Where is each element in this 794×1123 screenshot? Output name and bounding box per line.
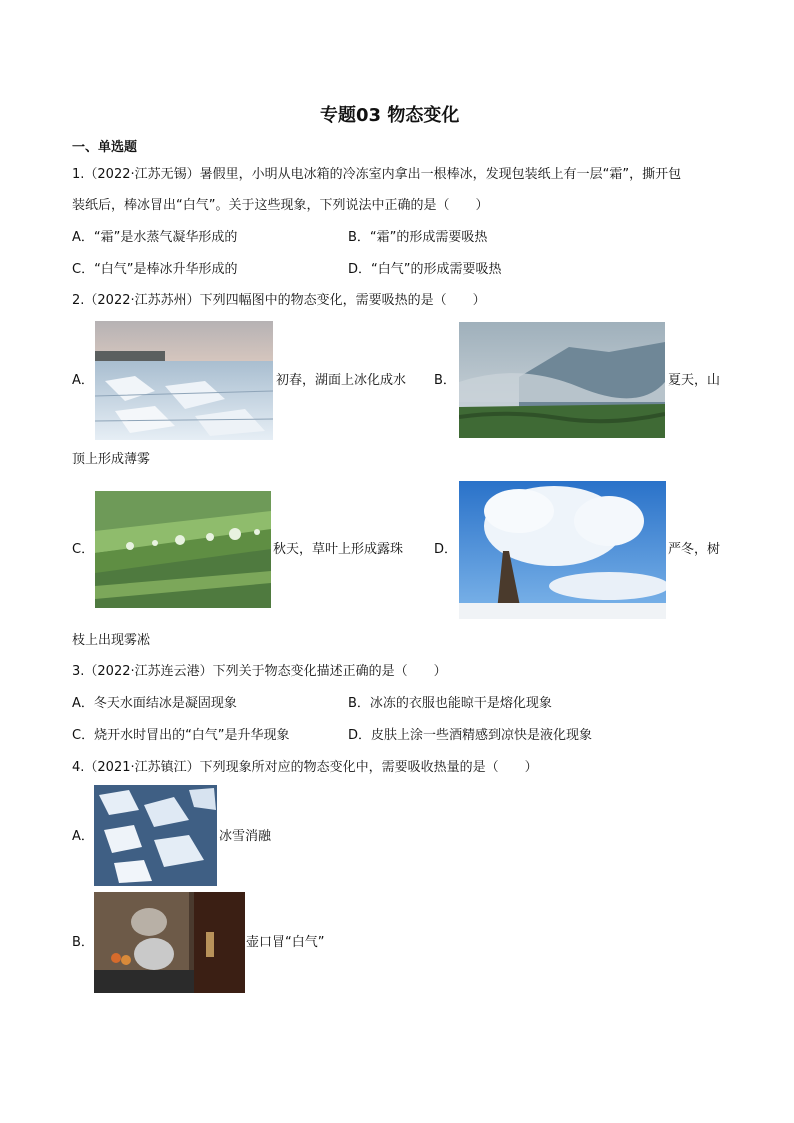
q2-option-d-letter: D． — [434, 542, 458, 557]
q2-option-a-text: 初春，湖面上冰化成水 — [276, 373, 407, 388]
q1-option-d: D．“白气”的形成需要吸热 — [348, 262, 502, 277]
q2-option-b-text-part2: 顶上形成薄雾 — [72, 452, 151, 467]
q1-stem-line1: 1.（2022·江苏无锡）暑假里，小明从电冰箱的冷冻室内拿出一根棒冰，发现包装纸上有一层“霜”，撕开包 — [72, 167, 682, 182]
mountain-fog-image — [459, 322, 665, 438]
q1-stem-line2: 装纸后，棒冰冒出“白气”。关于这些现象，下列说法中正确的是（ ） — [72, 198, 489, 213]
q4-stem: 4.（2021·江苏镇江）下列现象所对应的物态变化中，需要吸收热量的是（ ） — [72, 760, 538, 775]
q2-stem: 2.（2022·江苏苏州）下列四幅图中的物态变化，需要吸热的是（ ） — [72, 293, 486, 308]
q2-option-d-text-part2: 枝上出现雾凇 — [72, 633, 151, 648]
q3-option-b: B．冰冻的衣服也能晾干是熔化现象 — [348, 696, 552, 711]
q2-option-a-letter: A． — [72, 373, 94, 388]
page-title: 专题03 物态变化 — [320, 105, 460, 126]
q4-option-a-text: 冰雪消融 — [219, 829, 272, 844]
q2-option-b-text-part1: 夏天，山 — [668, 373, 721, 388]
q3-stem: 3.（2022·江苏连云港）下列关于物态变化描述正确的是（ ） — [72, 664, 447, 679]
q4-option-b-letter: B． — [72, 935, 94, 950]
q2-option-b-letter: B． — [434, 373, 456, 388]
q1-option-c: C．“白气”是棒冰升华形成的 — [72, 262, 238, 277]
kettle-steam-image — [94, 892, 245, 993]
melting-ice-image — [94, 785, 217, 886]
q4-option-b-text: 壶口冒“白气” — [246, 935, 325, 950]
q3-option-c: C．烧开水时冒出的“白气”是升华现象 — [72, 728, 290, 743]
q3-option-a: A．冬天水面结冰是凝固现象 — [72, 696, 237, 711]
q1-option-b: B．“霜”的形成需要吸热 — [348, 230, 488, 245]
dew-drops-image — [95, 491, 271, 608]
q3-option-d: D．皮肤上涂一些酒精感到凉快是液化现象 — [348, 728, 593, 743]
q2-option-c-text: 秋天，草叶上形成露珠 — [273, 542, 404, 557]
q2-option-c-letter: C． — [72, 542, 95, 557]
section-heading: 一、单选题 — [72, 140, 138, 155]
q2-option-d-text-part1: 严冬，树 — [668, 542, 721, 557]
rime-tree-image — [459, 481, 666, 619]
q1-option-a: A．“霜”是水蒸气凝华形成的 — [72, 230, 238, 245]
q4-option-a-letter: A． — [72, 829, 94, 844]
frozen-lake-image — [95, 321, 273, 440]
